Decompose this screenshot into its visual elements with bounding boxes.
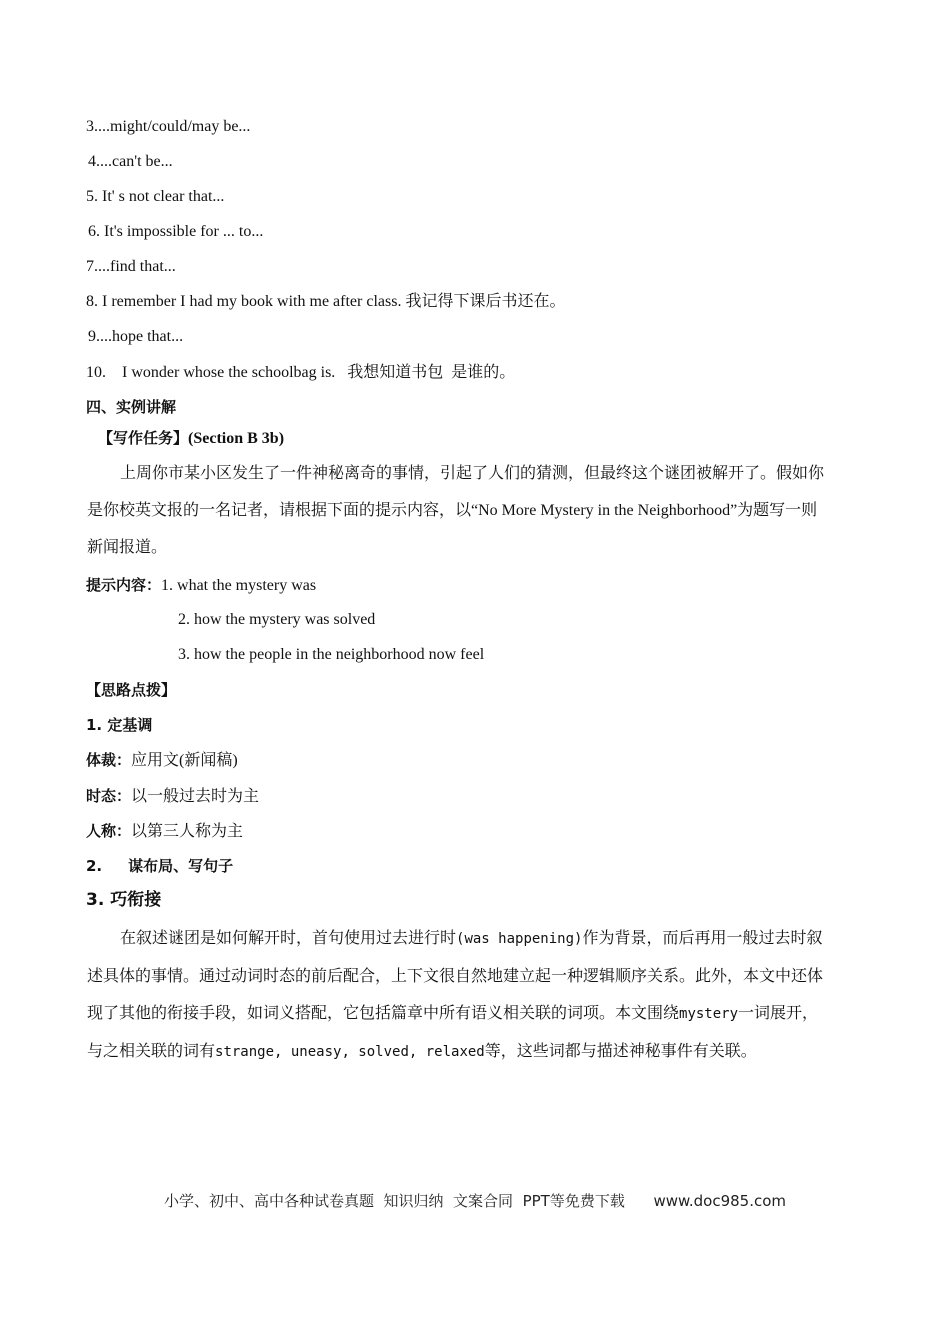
hints-label: 提示内容： (86, 576, 162, 594)
list-item: 3....might/could/may be... (86, 118, 251, 135)
task-line: 是你校英文报的一名记者，请根据下面的提示内容，以“No More Mystery in the Neighborhood”为题写一则 (87, 502, 818, 519)
list-item: 9....hope that... (88, 328, 184, 345)
step2-num: 2. (86, 857, 103, 875)
person-row (86, 821, 243, 842)
list-item: 8. I remember I had my book with me after class. 我记得下课后书还在。 (86, 293, 566, 310)
thinking-heading: 【思路点拨】 (86, 681, 177, 699)
task-ref: (Section B 3b) (188, 430, 285, 447)
cohesion-text: 在叙述谜团是如何解开时，首句使用过去进行时 (120, 930, 457, 947)
cohesion-text: 述具体的事情。通过动词时态的前后配合，上下文很自然地建立起一种逻辑顺序关系。此外，本文中还体 (87, 968, 824, 985)
tense-row (86, 786, 259, 807)
page-footer: 小学、初中、高中各种试卷真题 知识归纳 文案合同 PPT等免费下载 www.doc985.com (163, 1192, 787, 1210)
task-heading (98, 428, 284, 449)
person-value: 以第三人称为主 (131, 823, 244, 840)
cohesion-code: strange, uneasy, solved, relaxed (215, 1044, 485, 1060)
list-item: 4....can't be... (88, 153, 173, 170)
task-line: 上周你市某小区发生了一件神秘离奇的事情，引起了人们的猜测，但最终这个谜团被解开了。假如你 (120, 465, 825, 482)
genre-label: 体裁： (86, 751, 132, 769)
hint-item: 3. how the people in the neighborhood now feel (178, 646, 485, 663)
cohesion-code: mystery (679, 1006, 739, 1022)
cohesion-text: 现了其他的衔接手段，如词义搭配，它包括篇章中所有语义相关联的词项。本文围绕 (87, 1005, 680, 1022)
task-label: 【写作任务】 (98, 429, 189, 447)
genre-value: 应用文(新闻稿) (131, 752, 238, 769)
cohesion-text: 一词展开， (738, 1005, 819, 1022)
step3-heading: 3. 巧衔接 (86, 890, 162, 910)
genre-row (86, 750, 238, 771)
hint-item: 2. how the mystery was solved (178, 611, 376, 628)
tense-value: 以一般过去时为主 (131, 788, 260, 805)
cohesion-code: (was happening) (456, 931, 583, 947)
tense-label: 时态： (86, 787, 132, 805)
cohesion-text: 作为背景，而后再用一般过去时叙 (582, 930, 823, 947)
cohesion-text: 与之相关联的词有 (87, 1043, 216, 1060)
hints (86, 575, 316, 596)
section-heading: 四、实例讲解 (86, 398, 177, 416)
cohesion-paragraph (87, 920, 867, 1071)
list-item: 5. It' s not clear that... (86, 188, 225, 205)
cohesion-text: 等，这些词都与描述神秘事件有关联。 (484, 1043, 757, 1060)
step2-text: 谋布局、写句子 (128, 857, 234, 875)
hint-item: 1. what the mystery was (161, 577, 317, 594)
task-paragraph (87, 455, 862, 566)
step1-heading: 1. 定基调 (86, 716, 153, 734)
list-item: 7....find that... (86, 258, 176, 275)
list-item: 10. I wonder whose the schoolbag is. 我想知道书包 是谁的。 (86, 364, 516, 381)
step2-heading (86, 856, 233, 876)
task-line: 新闻报道。 (87, 539, 168, 556)
person-label: 人称： (86, 822, 132, 840)
list-item: 6. It's impossible for ... to... (88, 223, 264, 240)
